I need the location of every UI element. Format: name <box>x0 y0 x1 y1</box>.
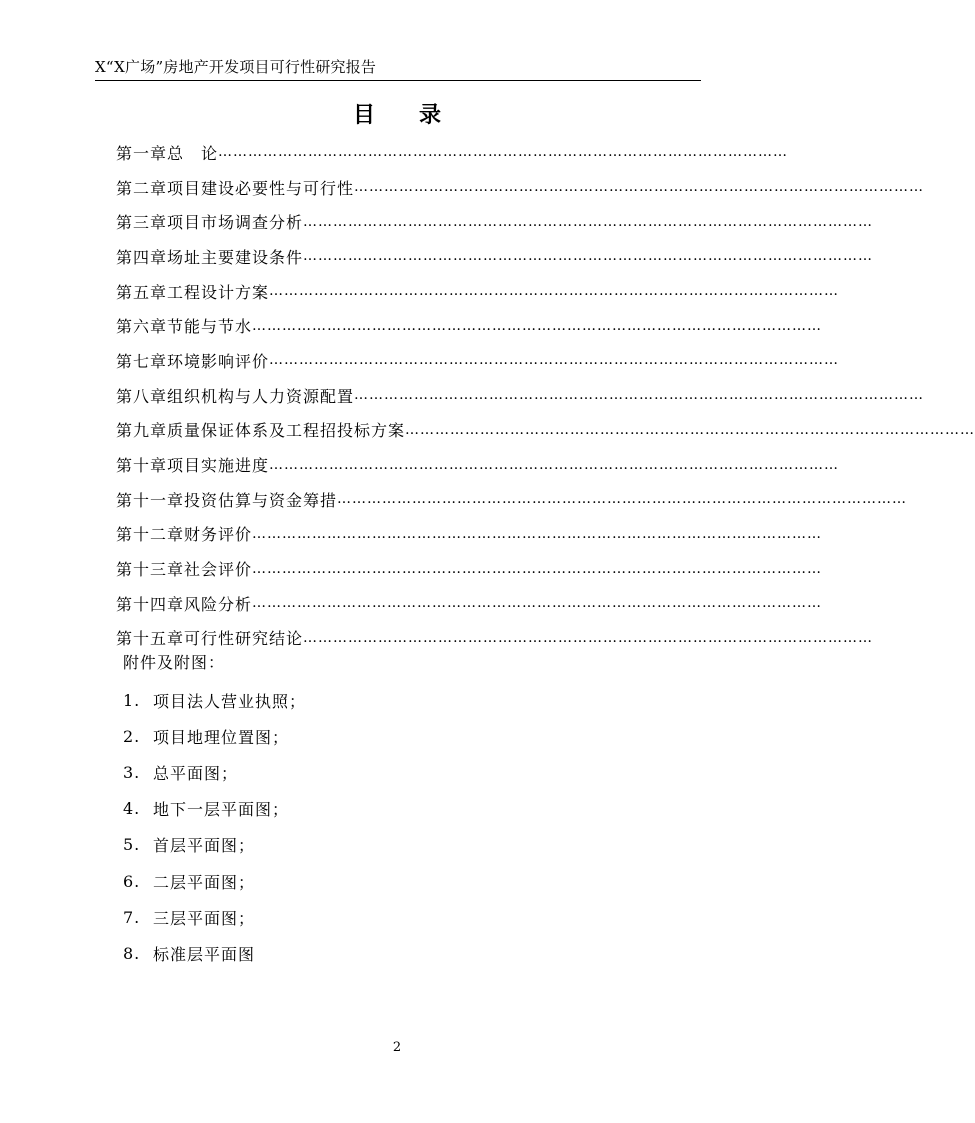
toc-leader-dots: …………………………………………………………………………………………………… <box>252 525 823 542</box>
attachments-heading: 附件及附图： <box>123 653 226 672</box>
toc-entry[interactable] <box>116 482 908 517</box>
attachment-item <box>123 791 306 827</box>
attachment-number: 5. <box>123 835 141 855</box>
page-number: 2 <box>392 1040 402 1055</box>
toc-leader-dots: …………………………………………………………………………………………………… <box>252 560 823 577</box>
attachment-text: 地下一层平面图； <box>153 800 290 820</box>
toc-chapter-title: 项目市场调查分析 <box>167 213 304 233</box>
toc-chapter-number: 第十一章 <box>116 490 185 510</box>
attachment-number: 3. <box>123 762 141 782</box>
toc-chapter-number: 第八章 <box>116 386 168 406</box>
toc-chapter-title: 投资估算与资金筹措 <box>184 490 338 510</box>
toc-entry[interactable] <box>116 413 975 448</box>
toc-chapter-title: 节能与节水 <box>167 317 253 337</box>
toc-leader-dots: …………………………………………………………………………………………………… <box>218 144 789 161</box>
toc-chapter-title: 风险分析 <box>184 594 253 614</box>
attachment-item <box>123 863 306 899</box>
header-title: X“X广场”房地产开发项目可行性研究报告 <box>95 58 377 76</box>
toc-entry[interactable] <box>116 135 789 170</box>
toc-chapter-title: 项目实施进度 <box>167 456 270 476</box>
toc-entry[interactable] <box>116 308 823 343</box>
toc-entry[interactable] <box>116 378 925 413</box>
attachment-text: 总平面图； <box>153 763 239 783</box>
toc-chapter-title: 场址主要建设条件 <box>167 247 304 267</box>
toc-chapter-number: 第九章 <box>116 421 168 441</box>
attachment-item <box>123 935 306 971</box>
toc-chapter-title: 项目建设必要性与可行性 <box>167 178 355 198</box>
toc-chapter-number: 第六章 <box>116 317 168 337</box>
toc-chapter-title: 财务评价 <box>184 525 253 545</box>
toc-chapter-number: 第十三章 <box>116 560 185 580</box>
toc-chapter-title: 组织机构与人力资源配置 <box>167 386 355 406</box>
attachment-number: 4. <box>123 799 141 819</box>
attachment-text: 三层平面图； <box>153 908 256 928</box>
attachment-item <box>123 754 306 790</box>
attachment-item <box>123 682 306 718</box>
toc-entry[interactable] <box>116 447 840 482</box>
toc-chapter-title: 社会评价 <box>184 560 253 580</box>
attachment-item <box>123 827 306 863</box>
toc-entry[interactable] <box>116 551 823 586</box>
toc-chapter-title: 环境影响评价 <box>167 351 270 371</box>
toc-leader-dots: …………………………………………………………………………………………………… <box>303 629 874 646</box>
attachment-text: 项目法人营业执照； <box>153 691 307 711</box>
attachment-number: 7. <box>123 907 141 927</box>
toc-leader-dots: …………………………………………………………………………………………………… <box>303 213 874 230</box>
toc-title: 目录 <box>352 102 485 128</box>
attachment-text: 首层平面图； <box>153 836 256 856</box>
attachment-text: 项目地理位置图； <box>153 727 290 747</box>
toc-entry[interactable] <box>116 517 823 552</box>
toc-leader-dots: …………………………………………………………………………………………………… <box>354 179 925 196</box>
attachment-number: 8. <box>123 943 141 963</box>
toc-chapter-number: 第十四章 <box>116 594 185 614</box>
toc-leader-dots: …………………………………………………………………………………………………… <box>337 491 908 508</box>
attachment-number: 2. <box>123 726 141 746</box>
toc-chapter-number: 第一章 <box>116 143 168 163</box>
toc-chapter-title: 质量保证体系及工程招投标方案 <box>167 421 406 441</box>
toc-chapter-number: 第三章 <box>116 213 168 233</box>
toc-entry[interactable] <box>116 586 823 621</box>
attachments-list <box>123 682 306 972</box>
toc-entry[interactable] <box>116 239 874 274</box>
attachment-item <box>123 899 306 935</box>
toc-entry[interactable] <box>116 170 925 205</box>
toc-chapter-number: 第十五章 <box>116 629 185 649</box>
toc-leader-dots: …………………………………………………………………………………………………… <box>252 317 823 334</box>
toc-leader-dots: …………………………………………………………………………………………………… <box>303 248 874 265</box>
toc-chapter-title: 工程设计方案 <box>167 282 270 302</box>
toc-leader-dots: …………………………………………………………………………………………………… <box>252 595 823 612</box>
toc-entry[interactable] <box>116 343 840 378</box>
attachment-number: 6. <box>123 871 141 891</box>
attachment-text: 标准层平面图 <box>153 944 256 964</box>
toc-list <box>116 135 975 655</box>
toc-entry[interactable] <box>116 274 840 309</box>
toc-leader-dots: …………………………………………………………………………………………………… <box>269 456 840 473</box>
toc-chapter-title: 可行性研究结论 <box>184 629 304 649</box>
toc-leader-dots: …………………………………………………………………………………………………… <box>269 283 840 300</box>
toc-leader-dots: …………………………………………………………………………………………………… <box>269 352 840 369</box>
toc-chapter-number: 第四章 <box>116 247 168 267</box>
toc-leader-dots: …………………………………………………………………………………………………… <box>354 387 925 404</box>
attachment-item <box>123 718 306 754</box>
toc-chapter-number: 第五章 <box>116 282 168 302</box>
page-header <box>95 56 701 81</box>
attachment-number: 1. <box>123 690 141 710</box>
toc-chapter-title: 总 论 <box>167 143 219 163</box>
toc-chapter-number: 第二章 <box>116 178 168 198</box>
toc-leader-dots: …………………………………………………………………………………………………… <box>405 421 975 438</box>
toc-chapter-number: 第十章 <box>116 456 168 476</box>
toc-chapter-number: 第七章 <box>116 351 168 371</box>
toc-chapter-number: 第十二章 <box>116 525 185 545</box>
toc-entry[interactable] <box>116 204 874 239</box>
attachment-text: 二层平面图； <box>153 872 256 892</box>
